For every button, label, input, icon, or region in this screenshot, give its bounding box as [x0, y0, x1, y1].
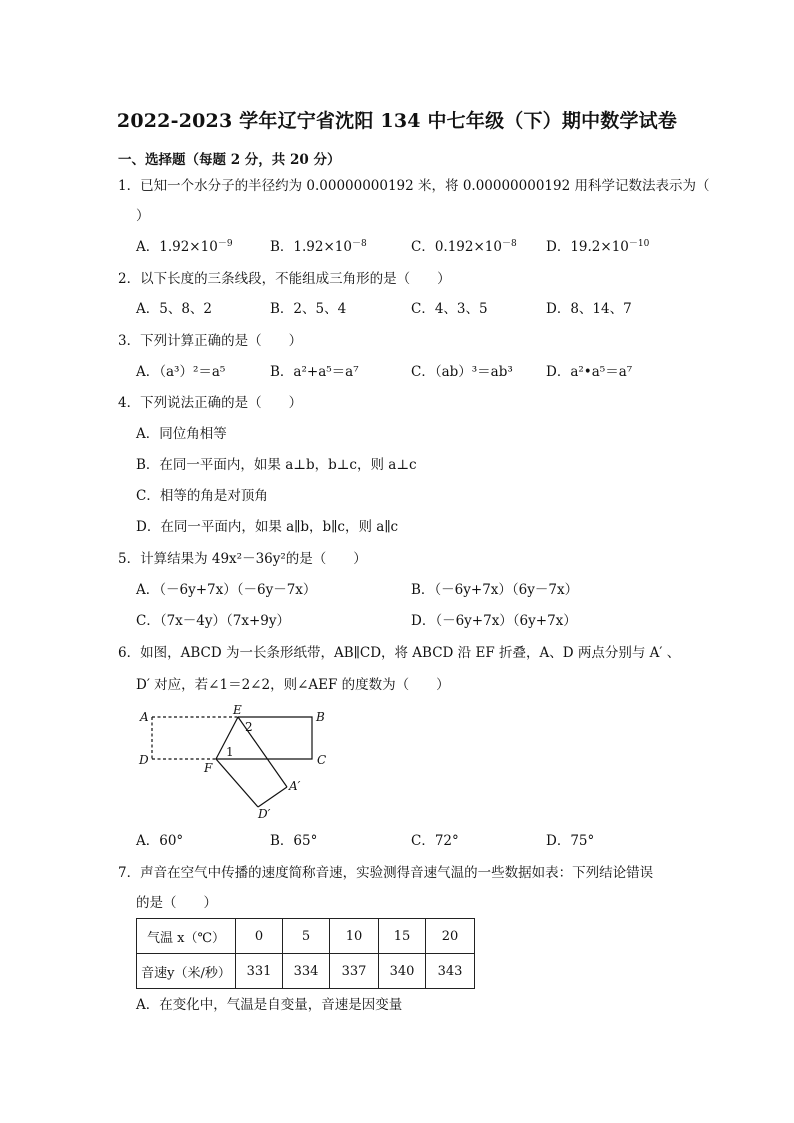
table-cell: 340 [379, 954, 426, 989]
table-cell: 15 [379, 919, 426, 954]
table-header-speed: 音速y（米/秒） [137, 954, 236, 989]
label-b: B [316, 710, 325, 724]
q7-option-a: A．在变化中，气温是自变量，音速是因变量 [136, 997, 403, 1013]
q4-option-c: C．相等的角是对顶角 [136, 488, 268, 504]
q1-stem-line1: 1．已知一个水分子的半径约为 0.00000000192 米，将 0.00000000192 用科学记数法表示为（ [118, 178, 710, 194]
q1-option-a [136, 238, 233, 256]
folding-figure [132, 700, 342, 822]
q2-option-d: D．8、14、7 [546, 301, 632, 317]
table-cell: 20 [426, 919, 475, 954]
q6-option-b: B．65° [270, 833, 318, 849]
table-cell: 343 [426, 954, 475, 989]
q5-option-b: B．（－6y+7x）（6y－7x） [411, 582, 579, 598]
q1-option-d [546, 238, 649, 256]
q1-option-b-base: B．1.92×10 [270, 239, 352, 255]
q6-option-d: D．75° [546, 833, 595, 849]
label-angle-2: 2 [245, 720, 253, 734]
folded-edge-fd [216, 759, 258, 807]
q1-option-a-exponent: －9 [217, 239, 233, 249]
table-cell: 0 [236, 919, 283, 954]
q3-stem: 3．下列计算正确的是（ ） [118, 333, 303, 349]
q2-option-b: B．2、5、4 [270, 301, 347, 317]
section-heading: 一、选择题（每题 2 分，共 20 分） [118, 152, 341, 168]
label-e: E [233, 703, 242, 717]
q6-option-c: C．72° [411, 833, 459, 849]
page-title: 2022-2023 学年辽宁省沈阳 134 中七年级（下）期中数学试卷 [116, 110, 678, 132]
q2-option-c: C．4、3、5 [411, 301, 488, 317]
q2-option-a: A．5、8、2 [136, 301, 213, 317]
label-c: C [317, 753, 327, 767]
q5-option-d: D．（－6y+7x）（6y+7x） [411, 613, 577, 629]
q7-stem-line2: 的是（ ） [136, 895, 217, 911]
speed-of-sound-table [136, 918, 475, 989]
q1-option-c [411, 238, 517, 256]
q1-option-c-exponent: －8 [501, 239, 517, 249]
table-header-temperature: 气温 x（℃） [137, 919, 236, 954]
q3-option-d: D．a²•a⁵＝a⁷ [546, 364, 633, 380]
table-cell: 334 [283, 954, 330, 989]
q1-option-b [270, 238, 367, 256]
label-d-prime: D′ [258, 807, 271, 821]
q3-option-a: A．（a³）²＝a⁵ [136, 364, 226, 380]
q4-option-b: B．在同一平面内，如果 a⊥b，b⊥c，则 a⊥c [136, 457, 417, 473]
label-f: F [204, 761, 213, 775]
q5-option-a: A．（－6y+7x）（－6y－7x） [136, 582, 317, 598]
q6-stem-line1: 6．如图，ABCD 为一长条形纸带，AB∥CD，将 ABCD 沿 EF 折叠，A、D 两点分别与 A′ 、 [118, 645, 681, 661]
q1-option-a-base: A．1.92×10 [136, 239, 218, 255]
q4-stem: 4．下列说法正确的是（ ） [118, 395, 303, 411]
q5-option-c: C．（7x－4y）（7x+9y） [136, 613, 290, 629]
q3-option-b: B．a²+a⁵＝a⁷ [270, 364, 359, 380]
label-a: A [140, 710, 149, 724]
q6-option-a: A．60° [136, 833, 184, 849]
q1-option-d-base: D．19.2×10 [546, 239, 629, 255]
table-cell: 5 [283, 919, 330, 954]
table-cell: 331 [236, 954, 283, 989]
label-d: D [139, 753, 149, 767]
q3-option-c: C．（ab）³＝ab³ [411, 364, 513, 380]
q7-stem-line1: 7．声音在空气中传播的速度简称音速，实验测得音速气温的一些数据如表：下列结论错误 [118, 865, 654, 881]
q2-stem: 2．以下长度的三条线段，不能组成三角形的是（ ） [118, 271, 451, 287]
q1-option-d-exponent: －10 [628, 239, 650, 249]
table-row [137, 919, 475, 954]
folded-edge-ad [258, 787, 287, 807]
q1-stem-line2: ） [136, 208, 150, 224]
q6-stem-line2: D′ 对应，若∠1＝2∠2，则∠AEF 的度数为（ ） [136, 677, 450, 693]
q1-option-c-base: C．0.192×10 [411, 239, 502, 255]
table-cell: 10 [330, 919, 379, 954]
label-a-prime: A′ [289, 779, 301, 793]
label-angle-1: 1 [226, 745, 234, 759]
table-row [137, 954, 475, 989]
q4-option-a: A．同位角相等 [136, 426, 227, 442]
table-cell: 337 [330, 954, 379, 989]
q1-option-b-exponent: －8 [351, 239, 367, 249]
q5-stem: 5．计算结果为 49x²－36y²的是（ ） [118, 551, 367, 567]
q4-option-d: D．在同一平面内，如果 a∥b，b∥c，则 a∥c [136, 519, 399, 535]
